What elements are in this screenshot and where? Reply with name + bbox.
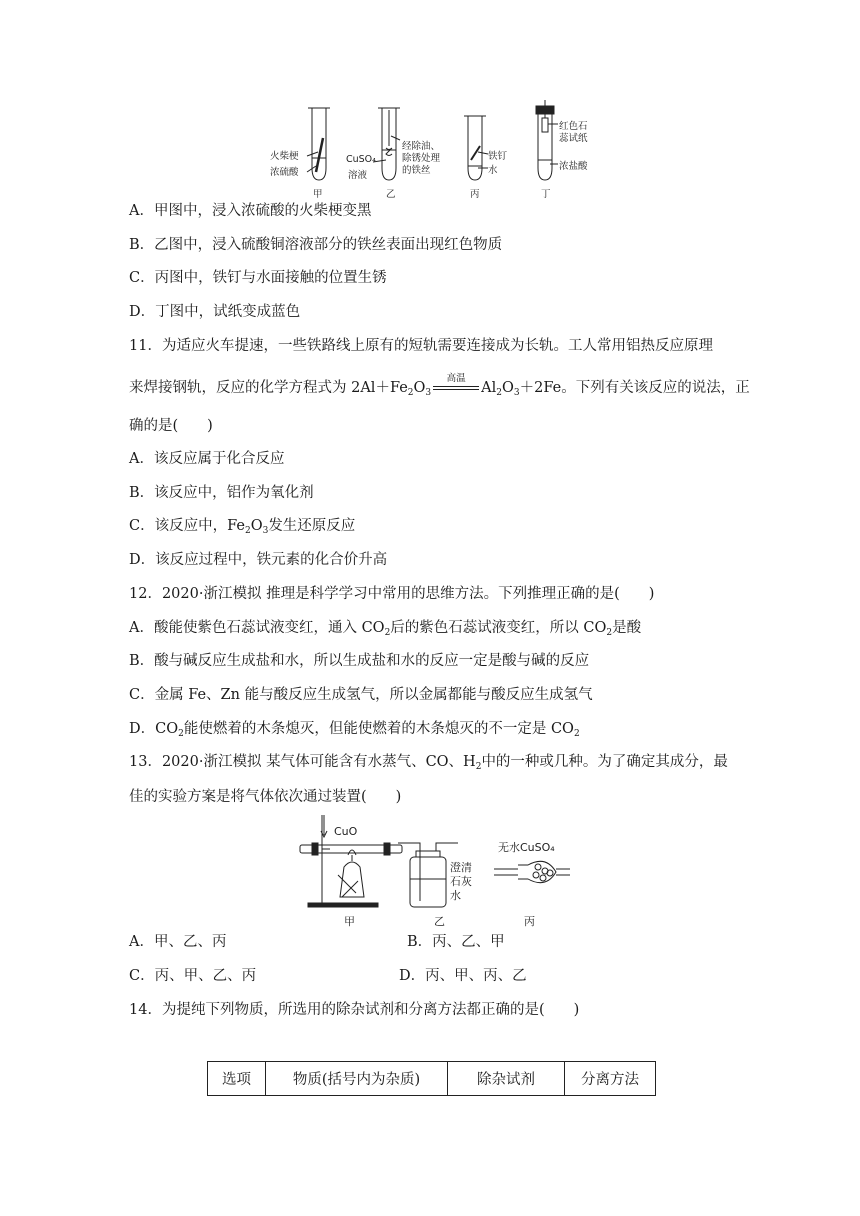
table-header-row (208, 1062, 656, 1096)
label-bing: 丙 (470, 189, 480, 200)
q11-option-b: B．该反应中，铝作为氧化剂 (129, 485, 314, 501)
reaction-arrow (431, 373, 481, 394)
label-solution: 溶液 (348, 170, 368, 181)
sub: 2 (244, 526, 251, 536)
text: 能使燃着的木条熄灭，但能使燃着的木条熄灭的不一定是 CO (183, 721, 574, 737)
table-header-cell: 选项 (208, 1062, 266, 1096)
o: O (502, 380, 514, 396)
label-yi: 乙 (434, 915, 445, 928)
sub: 2 (178, 729, 184, 739)
text: 发生还原反应 (268, 518, 356, 534)
q13-option-d: D．丙、甲、丙、乙 (399, 968, 527, 984)
table-header-cell: 分离方法 (565, 1062, 656, 1096)
label-water: 水 (488, 165, 498, 176)
o: O (250, 518, 263, 534)
label-cuso4: CuSO₄ (346, 154, 376, 165)
q10-option-c: C．丙图中，铁钉与水面接触的位置生锈 (129, 270, 387, 286)
label-wire-2: 除锈处理 (402, 153, 441, 164)
q10-option-b: B．乙图中，浸入硫酸铜溶液部分的铁丝表面出现红色物质 (129, 237, 503, 253)
label-wire-1: 经除油、 (402, 141, 441, 152)
q13-option-a: A．甲、乙、丙 (129, 934, 227, 950)
sub: 2 (407, 388, 414, 398)
reaction-condition: 高温 (446, 373, 466, 384)
sub: 2 (475, 762, 482, 772)
label-nail: 铁钉 (488, 151, 508, 162)
text: 后的紫色石蕊试液变红，所以 CO (390, 620, 607, 636)
sub: 3 (262, 526, 269, 536)
label-litmus-2: 蕊试纸 (559, 133, 588, 144)
q11-option-c (129, 516, 355, 536)
label-wire-3: 的铁丝 (402, 165, 431, 176)
label-match: 火柴梗 (270, 151, 299, 162)
label-limewater-3: 水 (450, 889, 461, 902)
label-conc-sulfuric: 浓硫酸 (270, 167, 299, 178)
q11-option-d: D．该反应过程中，铁元素的化合价升高 (129, 552, 388, 568)
label-cuo: CuO (334, 825, 358, 838)
label-ding: 丁 (541, 189, 551, 200)
text: A．酸能使紫色石蕊试液变红，通入 CO (129, 620, 385, 636)
text: 中的一种或几种。为了确定其成分，最 (481, 754, 728, 770)
text: C．该反应中，Fe (129, 518, 245, 534)
o: O (413, 380, 426, 396)
q11-option-a: A．该反应属于化合反应 (129, 451, 285, 467)
q11-stem-line2 (129, 373, 750, 398)
q11-stem-line3: 确的是( ) (129, 418, 213, 434)
label-litmus-1: 红色石 (559, 121, 588, 132)
sub: 2 (384, 628, 391, 638)
sub: 2 (496, 388, 502, 398)
q10-option-d: D．丁图中，试纸变成蓝色 (129, 304, 301, 320)
q11-equation-rhs: ＋2Fe。下列有关该反应的说法，正 (519, 380, 750, 396)
sub: 3 (513, 388, 520, 398)
q12-option-c: C．金属 Fe、Zn 能与酸反应生成氢气，所以金属都能与酸反应生成氢气 (129, 687, 593, 703)
sub: 2 (606, 628, 613, 638)
q12-option-b: B．酸与碱反应生成盐和水，所以生成盐和水的反应一定是酸与碱的反应 (129, 653, 590, 669)
label-conc-hcl: 浓盐酸 (559, 161, 588, 172)
text: 13．2020·浙江模拟 某气体可能含有水蒸气、CO、H (129, 754, 476, 770)
q14-stem: 14．为提纯下列物质，所选用的除杂试剂和分离方法都正确的是( ) (129, 1002, 580, 1018)
q11-stem-line1: 11．为适应火车提速，一些铁路线上原有的短轨需要连接成为长轨。工人常用铝热反应原理 (129, 338, 713, 354)
sub: 2 (573, 729, 580, 739)
text: D．CO (129, 721, 179, 737)
label-bing: 丙 (524, 915, 535, 928)
q13-option-b: B．丙、乙、甲 (407, 934, 505, 950)
sub: 3 (425, 388, 432, 398)
table-header-cell: 物质(括号内为杂质) (266, 1062, 448, 1096)
q11-equation-lhs: 来焊接钢轨，反应的化学方程式为 2Al＋Fe (129, 380, 408, 396)
figure-apparatus (298, 815, 578, 930)
q12-option-a (129, 618, 641, 638)
table-header-cell: 除杂试剂 (448, 1062, 565, 1096)
q13-stem-line2: 佳的实验方案是将气体依次通过装置( ) (129, 789, 402, 805)
product-al: Al (481, 380, 497, 396)
figure-test-tubes (260, 100, 600, 200)
label-limewater-2: 石灰 (450, 875, 472, 888)
q14-table (207, 1061, 656, 1096)
text: 是酸 (612, 620, 642, 636)
label-limewater-1: 澄清 (450, 861, 472, 874)
label-jia: 甲 (313, 189, 323, 200)
label-anhydrous-cuso4: 无水CuSO₄ (498, 841, 555, 854)
q12-stem: 12．2020·浙江模拟 推理是科学学习中常用的思维方法。下列推理正确的是( ) (129, 586, 655, 602)
label-jia: 甲 (344, 915, 355, 928)
q12-option-d (129, 719, 580, 739)
label-yi: 乙 (386, 189, 396, 200)
q10-option-a: A．甲图中，浸入浓硫酸的火柴梗变黑 (129, 203, 372, 219)
q13-option-c: C．丙、甲、乙、丙 (129, 968, 257, 984)
q13-stem-line1 (129, 752, 728, 772)
